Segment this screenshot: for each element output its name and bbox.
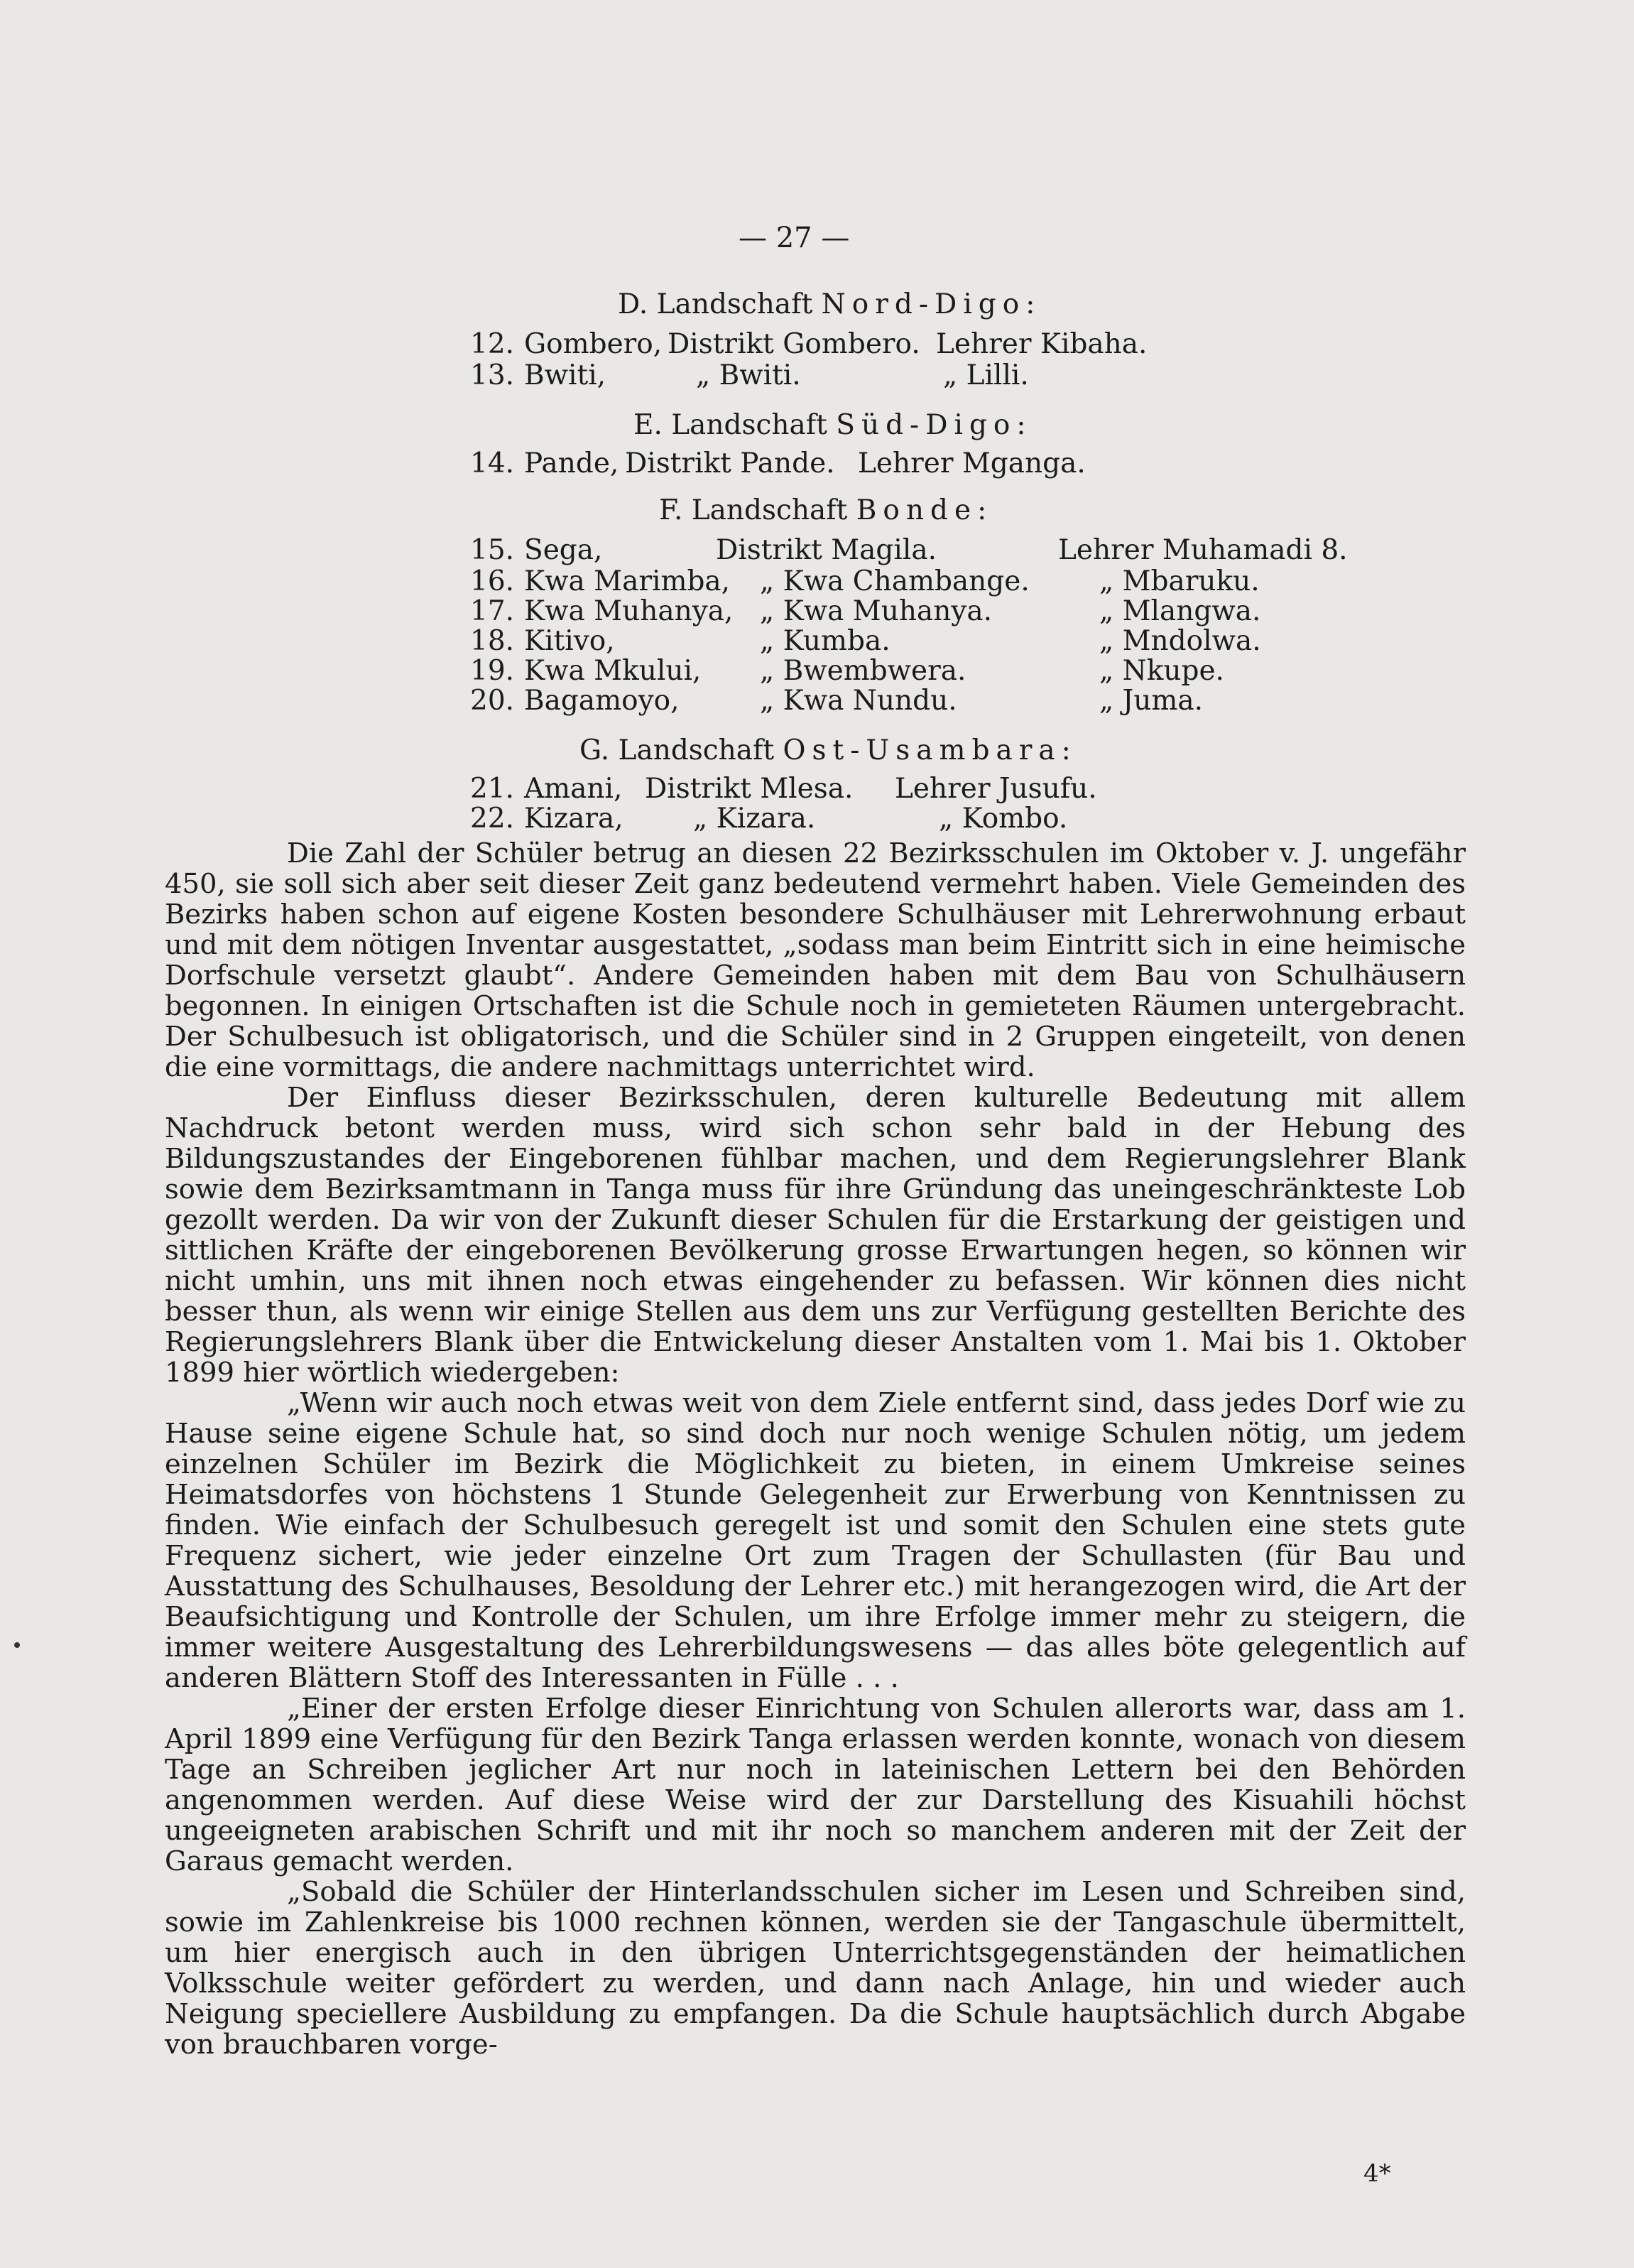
row-teacher: „ Nkupe. [1099,655,1224,687]
row-place: Kwa Marimba, [524,565,731,597]
row-district: „ Kwa Nundu. [760,685,957,717]
row-district: „ Kumba. [760,625,890,657]
heading-name: Bonde: [856,494,993,526]
row-teacher: „ Mlangwa. [1099,595,1261,627]
row-district: „ Bwembwera. [760,655,966,687]
row-district: „ Kwa Muhanya. [760,595,992,627]
heading-prefix: E. Landschaft [633,409,827,441]
heading-prefix: D. Landschaft [618,288,813,320]
row-number: 21. [470,773,515,805]
paragraph: „Sobald die Schüler der Hinterlandsschulen sicher im Lesen und Schreiben sind, sowie im Zahlenkreise bis 1000 rechnen können, werden sie der Tangaschule übermittelt, um hier energisch auch in den übrigen Unterrichtsgegenständen der heimatlichen Volksschule weiter gefördert zu werden, und dann nach Anlage, hin und wieder auch Neigung speciellere Ausbildung zu empfangen. Da die Schule hauptsächlich durch Abgabe von brauchbaren vorge- [165,1876,1466,2061]
row-teacher: „ Lilli. [943,359,1029,391]
row-number: 18. [470,625,515,657]
row-number: 17. [470,595,515,627]
row-number: 14. [470,447,515,479]
row-place: Kwa Muhanya, [524,595,734,627]
row-teacher: Lehrer Kibaha. [936,328,1148,360]
paragraph: Die Zahl der Schüler betrug an diesen 22 Bezirksschulen im Oktober v. J. ungefähr 450, sie soll sich aber seit dieser Zeit ganz bedeutend vermehrt haben. Viele Gemeinden des Bezirks haben schon auf eigene Kosten besondere Schulhäuser mit Lehrerwohnung erbaut und mit dem nötigen Inventar ausgestattet, „sodass man beim Eintritt sich in eine heimische Dorfschule versetzt glaubt“. Andere Gemeinden haben mit dem Bau von Schulhäusern begonnen. In einigen Ortschaften ist die Schule noch in gemieteten Räumen untergebracht. Der Schulbesuch ist obligatorisch, und die Schüler sind in 2 Gruppen eingeteilt, von denen die eine vormittags, die andere nachmittags unterrichtet wird. [165,837,1466,1083]
row-number: 22. [470,803,515,835]
body-text [165,838,1466,2060]
row-teacher: Lehrer Mganga. [858,447,1086,479]
row-place: Amani, [524,773,623,805]
school-row [0,534,1634,567]
row-place: Kitivo, [524,625,615,657]
heading-prefix: G. Landschaft [579,734,775,766]
row-district: „ Kizara. [693,803,816,835]
row-teacher: „ Juma. [1099,685,1203,717]
row-district: Distrikt Magila. [716,534,937,566]
paragraph: „Einer der ersten Erfolge dieser Einrichtung von Schulen allerorts war, dass am 1. April 1899 eine Verfügung für den Bezirk Tanga erlassen werden konnte, wonach von diesem Tage an Schreiben jeglicher Art nur noch in lateinischen Lettern bei den Behörden angenommen werden. Auf diese Weise wird der zur Darstellung des Kisuahili höchst ungeeigneten arabischen Schrift und mit ihr noch so manchem anderen mit der Zeit der Garaus gemacht werden. [165,1693,1466,1877]
row-teacher: Lehrer Muhamadi 8. [1058,534,1348,566]
row-teacher: „ Mbaruku. [1099,565,1260,597]
row-place: Kwa Mkului, [524,655,702,687]
row-place: Gombero, [524,328,663,360]
row-teacher: „ Mndolwa. [1099,625,1261,657]
school-row [0,803,1634,835]
row-number: 13. [470,359,515,391]
row-number: 12. [470,328,515,360]
school-row [0,595,1634,628]
school-row [0,328,1634,361]
heading-name: Ost-Usambara: [783,734,1077,766]
row-number: 15. [470,534,515,566]
row-number: 16. [470,565,515,597]
row-district: Distrikt Pande. [625,447,835,479]
school-row [0,773,1634,805]
page-number: — 27 — [739,222,850,254]
school-row [0,655,1634,688]
row-number: 20. [470,685,515,717]
row-place: Bwiti, [524,359,606,391]
paragraph: Der Einfluss dieser Bezirksschulen, deren kulturelle Bedeutung mit allem Nachdruck betont werden muss, wird sich schon sehr bald in der Hebung des Bildungszustandes der Eingeborenen fühlbar machen, und dem Regierungslehrer Blank sowie dem Bezirksamtmann in Tanga muss für ihre Gründung das uneingeschränkteste Lob gezollt werden. Da wir von der Zukunft dieser Schulen für die Erstarkung der geistigen und sittlichen Kräfte der eingeborenen Bevölkerung grosse Erwartungen hegen, so können wir nicht umhin, uns mit ihnen noch etwas eingehender zu befassen. Wir können dies nicht besser thun, als wenn wir einige Stellen aus dem uns zur Verfügung gestellten Berichte des Regierungslehrers Blank über die Entwickelung dieser Anstalten vom 1. Mai bis 1. Oktober 1899 hier wörtlich wiedergeben: [165,1082,1466,1389]
section-heading-d [618,288,1041,320]
section-heading-e [633,409,1033,441]
row-district: Distrikt Mlesa. [645,773,854,805]
heading-name: Nord-Digo: [821,288,1042,320]
row-place: Bagamoyo, [524,685,680,717]
school-row [0,625,1634,658]
heading-prefix: F. Landschaft [659,494,848,526]
signature-mark: 4* [1363,2159,1391,2188]
section-heading-g [579,734,1077,766]
row-place: Pande, [524,447,619,479]
row-number: 19. [470,655,515,687]
row-place: Sega, [524,534,603,566]
school-row [0,359,1634,392]
row-district: „ Kwa Chambange. [760,565,1030,597]
row-teacher: Lehrer Jusufu. [895,773,1097,805]
section-heading-f [659,494,993,526]
row-district: Distrikt Gombero. [668,328,920,360]
row-district: „ Bwiti. [696,359,801,391]
paragraph: „Wenn wir auch noch etwas weit von dem Ziele entfernt sind, dass jedes Dorf wie zu Hause seine eigene Schule hat, so sind doch nur noch wenige Schulen nötig, um jedem einzelnen Schüler im Bezirk die Möglichkeit zu bieten, in einem Umkreise seines Heimatsdorfes von höchstens 1 Stunde Gelegenheit zur Erwerbung von Kenntnissen zu finden. Wie einfach der Schulbesuch geregelt ist und somit den Schulen eine stets gute Frequenz sichert, wie jeder einzelne Ort zum Tragen der Schullasten (für Bau und Ausstattung des Schulhauses, Besoldung der Lehrer etc.) mit herangezogen wird, die Art der Beaufsichtigung und Kontrolle der Schulen, um ihre Erfolge immer mehr zu steigern, die immer weitere Ausgestaltung des Lehrerbildungswesens — das alles böte gelegentlich auf anderen Blättern Stoff des Interessanten in Fülle . . . [165,1387,1466,1694]
margin-speck [14,1642,20,1648]
school-row [0,447,1634,480]
school-row [0,565,1634,598]
school-row [0,685,1634,717]
row-teacher: „ Kombo. [939,803,1068,835]
heading-name: Süd-Digo: [836,409,1033,441]
row-place: Kizara, [524,803,623,835]
